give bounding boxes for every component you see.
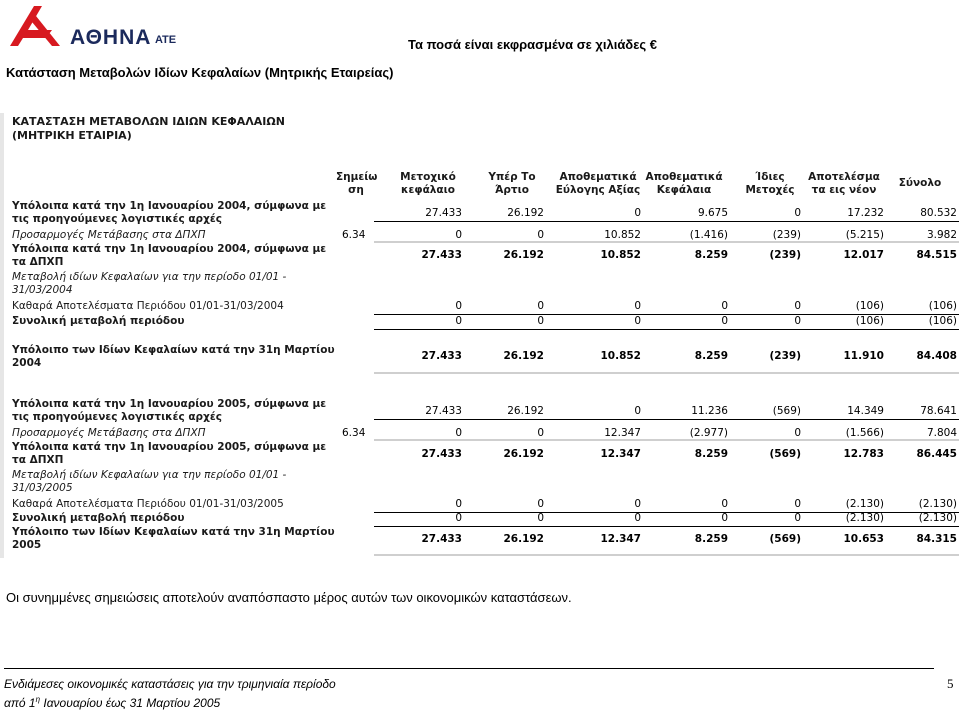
row-value: 11.236 [691, 405, 728, 417]
row-value: 17.232 [847, 207, 884, 219]
column-header-line1: Ίδιες [755, 171, 785, 183]
row-value: 27.433 [421, 350, 462, 362]
row-label [12, 271, 286, 297]
row-value: 9.675 [697, 207, 728, 219]
row-value: (106) [855, 300, 884, 312]
row-value: 86.445 [916, 448, 957, 460]
row-label-line1: Μεταβολή ιδίων Κεφαλαίων για την περίοδο 01/01 - [12, 469, 287, 481]
row-note-ref: 6.34 [342, 427, 366, 439]
row-label-line1: Καθαρά Αποτελέσματα Περιόδου 01/01-31/03/2004 [12, 300, 284, 312]
row-value: 26.192 [507, 207, 544, 219]
row-value: 84.515 [916, 249, 957, 261]
row-note-ref: 6.34 [342, 229, 366, 241]
column-header [393, 171, 463, 197]
row-value: 8.259 [694, 350, 728, 362]
row-value: 0 [721, 498, 728, 510]
row-value: 0 [455, 300, 462, 312]
row-value: 10.852 [604, 229, 641, 241]
row-value: 11.910 [843, 350, 884, 362]
row-label [12, 344, 335, 370]
row-value: 0 [794, 512, 801, 524]
row-value: 0 [794, 300, 801, 312]
column-header-line1: Αποτελέσμα [808, 171, 880, 183]
row-value: (106) [928, 300, 957, 312]
row-value: (5.215) [845, 229, 884, 241]
row-value: 26.192 [503, 249, 544, 261]
table-rule [374, 329, 959, 330]
column-header-line1: Αποθεματικά [645, 171, 723, 183]
row-value: 26.192 [503, 448, 544, 460]
row-value: 0 [634, 405, 641, 417]
row-label-line1: Υπόλοιπα κατά την 1η Ιανουαρίου 2004, σύμφωνα με [12, 243, 327, 255]
column-header [804, 171, 884, 197]
row-value: (2.130) [918, 512, 957, 524]
row-value: 80.532 [920, 207, 957, 219]
row-value: 8.259 [694, 448, 728, 460]
row-value: 0 [634, 315, 641, 327]
row-label-line1: Προσαρμογές Μετάβασης στα ΔΠΧΠ [12, 427, 206, 439]
table-rule [374, 526, 959, 527]
row-label-line2: 2005 [12, 539, 42, 551]
statement-title [12, 115, 285, 143]
row-value: 27.433 [425, 207, 462, 219]
row-value: 0 [721, 315, 728, 327]
row-value: (569) [769, 533, 801, 545]
row-value: 8.259 [694, 249, 728, 261]
row-label [12, 243, 326, 269]
row-value: 0 [537, 512, 544, 524]
row-value: 7.804 [926, 427, 957, 439]
statement-title-line1: ΚΑΤΑΣΤΑΣΗ ΜΕΤΑΒΟΛΩΝ ΙΔΙΩΝ ΚΕΦΑΛΑΙΩΝ [12, 115, 285, 128]
row-label-line1: Καθαρά Αποτελέσματα Περιόδου 01/01-31/03/2005 [12, 498, 284, 510]
row-label-line1: Υπόλοιπο των Ιδίων Κεφαλαίων κατά την 31η Μαρτίου [12, 526, 335, 538]
row-label-line2: 2004 [12, 357, 42, 369]
row-value: 0 [794, 498, 801, 510]
footer-period-line2 [4, 695, 220, 710]
row-value: 27.433 [425, 405, 462, 417]
row-label [12, 300, 284, 313]
row-value: (569) [769, 448, 801, 460]
column-header-line2: Εύλογης Αξίας [555, 184, 641, 196]
row-value: 27.433 [421, 448, 462, 460]
row-label-line1: Συνολική μεταβολή περιόδου [12, 512, 185, 524]
column-header-line1: Αποθεματικά [559, 171, 637, 183]
table-shade-rule [374, 439, 959, 441]
row-value: 0 [634, 300, 641, 312]
row-label [12, 469, 286, 495]
statement-title-line2: (ΜΗΤΡΙΚΗ ΕΤΑΙΡΙΑ) [12, 129, 132, 142]
table-shade-rule [374, 372, 959, 374]
row-value: (239) [772, 229, 801, 241]
column-header-line2: κεφάλαιο [401, 184, 455, 196]
row-label [12, 200, 326, 226]
row-value: 0 [634, 207, 641, 219]
row-value: 26.192 [503, 533, 544, 545]
row-label-line1: Προσαρμογές Μετάβασης στα ΔΠΧΠ [12, 229, 206, 241]
row-label [12, 229, 206, 242]
row-value: 10.852 [600, 350, 641, 362]
row-value: 0 [794, 427, 801, 439]
column-header-line1: Σύνολο [898, 177, 942, 189]
row-label-line2: τα ΔΠΧΠ [12, 454, 64, 466]
row-value: 0 [537, 315, 544, 327]
logo-text: ΑΘΗΝΑ [70, 26, 152, 49]
row-value: (569) [772, 405, 801, 417]
logo-mark-icon [8, 4, 68, 48]
column-header-line1: Μετοχικό [400, 171, 456, 183]
footer-period-pre: από 1 [4, 696, 36, 710]
table-shade-rule [374, 554, 959, 556]
row-value: 0 [455, 427, 462, 439]
row-value: 0 [634, 512, 641, 524]
column-header-line2: Κεφάλαια [656, 184, 712, 196]
row-value: 14.349 [847, 405, 884, 417]
row-label [12, 427, 206, 440]
row-value: 0 [721, 512, 728, 524]
row-label-line1: Υπόλοιπα κατά την 1η Ιανουαρίου 2004, σύμφωνα με [12, 200, 327, 212]
row-value: 0 [537, 427, 544, 439]
row-label-line1: Υπόλοιπα κατά την 1η Ιανουαρίου 2005, σύμφωνα με [12, 398, 327, 410]
row-label [12, 498, 284, 511]
row-label-line2: τις προηγούμενες λογιστικές αρχές [12, 411, 222, 423]
row-value: (2.130) [845, 512, 884, 524]
row-value: 10.653 [843, 533, 884, 545]
footer-divider [4, 668, 934, 669]
row-value: 0 [537, 498, 544, 510]
row-value: 26.192 [503, 350, 544, 362]
row-value: 0 [455, 315, 462, 327]
column-header-line2: ση [348, 184, 364, 196]
row-value: 0 [455, 229, 462, 241]
row-value: 0 [721, 300, 728, 312]
row-label-line1: Υπόλοιπα κατά την 1η Ιανουαρίου 2005, σύμφωνα με [12, 441, 327, 453]
row-value: 78.641 [920, 405, 957, 417]
row-label-line2: 31/03/2004 [12, 284, 73, 296]
company-logo [8, 4, 183, 48]
page-title: Κατάσταση Μεταβολών Ιδίων Κεφαλαίων (Μητρικής Εταιρείας) [6, 65, 394, 80]
row-value: (106) [928, 315, 957, 327]
row-value: 26.192 [507, 405, 544, 417]
column-header-line2: τα εις νέον [811, 184, 877, 196]
row-value: (1.416) [689, 229, 728, 241]
row-value: (239) [769, 249, 801, 261]
column-header [553, 171, 643, 197]
row-label [12, 315, 184, 328]
row-value: 8.259 [694, 533, 728, 545]
table-rule [374, 221, 959, 222]
row-value: (2.130) [845, 498, 884, 510]
row-value: 10.852 [600, 249, 641, 261]
row-value: (239) [769, 350, 801, 362]
row-label-line1: Συνολική μεταβολή περιόδου [12, 315, 185, 327]
row-value: 84.315 [916, 533, 957, 545]
column-header-line1: Σημείω [336, 171, 378, 183]
row-value: (2.977) [689, 427, 728, 439]
footer-period-line1: Ενδιάμεσες οικονομικές καταστάσεις για την τριμηνιαία περίοδο [4, 677, 336, 691]
row-value: 3.982 [926, 229, 957, 241]
row-value: (106) [855, 315, 884, 327]
row-value: 0 [537, 300, 544, 312]
row-label-line1: Υπόλοιπο των Ιδίων Κεφαλαίων κατά την 31η Μαρτίου [12, 344, 335, 356]
column-header [336, 171, 376, 197]
row-value: 0 [455, 512, 462, 524]
row-value: (1.566) [845, 427, 884, 439]
table-rule [374, 419, 959, 420]
column-header [890, 177, 950, 190]
row-value: 27.433 [421, 249, 462, 261]
column-header [644, 171, 724, 197]
row-label-line2: τα ΔΠΧΠ [12, 256, 64, 268]
footer-note: Οι συνημμένες σημειώσεις αποτελούν αναπόσπαστο μέρος αυτών των οικονομικών καταστάσεων. [6, 590, 572, 605]
column-header-line2: Μετοχές [745, 184, 795, 196]
column-header-line1: Υπέρ Το [488, 171, 536, 183]
row-label-line2: 31/03/2005 [12, 482, 73, 494]
row-value: 0 [455, 498, 462, 510]
row-value: 0 [537, 229, 544, 241]
row-label [12, 526, 335, 552]
row-value: 12.017 [843, 249, 884, 261]
column-header [740, 171, 800, 197]
row-value: 0 [794, 207, 801, 219]
table-shade-rule [374, 241, 959, 243]
row-value: 27.433 [421, 533, 462, 545]
row-value: 12.347 [600, 533, 641, 545]
amounts-note: Τα ποσά είναι εκφρασμένα σε χιλιάδες € [408, 37, 657, 52]
column-header-line2: Άρτιο [495, 184, 529, 196]
row-label [12, 441, 326, 467]
row-value: 12.347 [604, 427, 641, 439]
row-value: 0 [634, 498, 641, 510]
footer-period-sup: η [35, 695, 41, 704]
row-value: 84.408 [916, 350, 957, 362]
row-value: (2.130) [918, 498, 957, 510]
equity-statement-table [0, 113, 959, 558]
row-value: 12.783 [843, 448, 884, 460]
row-label-line2: τις προηγούμενες λογιστικές αρχές [12, 213, 222, 225]
row-label [12, 512, 184, 525]
column-header [477, 171, 547, 197]
row-label [12, 398, 326, 424]
page-number: 5 [947, 676, 954, 691]
row-value: 12.347 [600, 448, 641, 460]
row-label-line1: Μεταβολή ιδίων Κεφαλαίων για την περίοδο 01/01 - [12, 271, 287, 283]
row-value: 0 [794, 315, 801, 327]
logo-suffix: ΑΤΕ [155, 34, 177, 46]
footer-period-post: Ιανουαρίου έως 31 Μαρτίου 2005 [40, 696, 221, 710]
